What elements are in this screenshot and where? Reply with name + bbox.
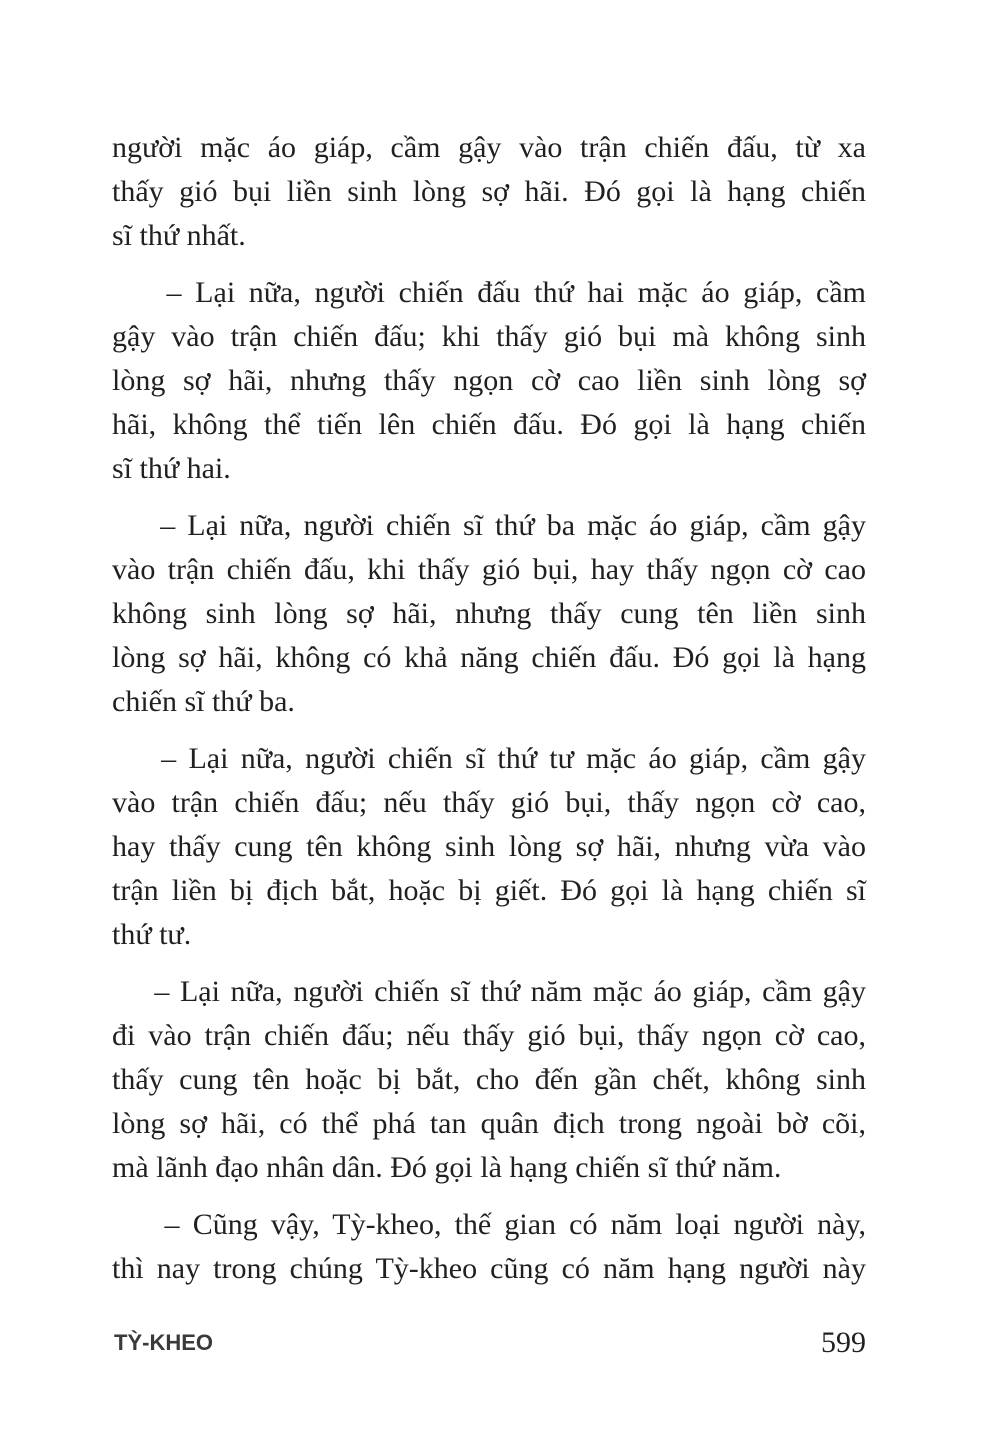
text-line: vào trận chiến đấu; nếu thấy gió bụi, thấy ngọn cờ cao, (112, 786, 866, 819)
text-line: người mặc áo giáp, cầm gậy vào trận chiến đấu, từ xa (112, 131, 866, 164)
text-line: trận liền bị địch bắt, hoặc bị giết. Đó gọi là hạng chiến sĩ (112, 874, 866, 907)
text-line: sĩ thứ hai. (112, 452, 231, 485)
text-line: thấy cung tên hoặc bị bắt, cho đến gần chết, không sinh (112, 1063, 866, 1096)
page-number: 599 (821, 1326, 866, 1359)
text-line: lòng sợ hãi, có thể phá tan quân địch trong ngoài bờ cõi, (112, 1107, 866, 1140)
body-text (112, 126, 866, 1304)
text-line: sĩ thứ nhất. (112, 219, 246, 252)
text-line: – Lại nữa, người chiến sĩ thứ ba mặc áo giáp, cầm gậy (112, 509, 866, 542)
text-line: chiến sĩ thứ ba. (112, 685, 295, 718)
paragraph (112, 737, 866, 957)
text-line: – Cũng vậy, Tỳ-kheo, thế gian có năm loại người này, (112, 1208, 866, 1241)
paragraph (112, 271, 866, 491)
text-line: lòng sợ hãi, không có khả năng chiến đấu. Đó gọi là hạng (112, 641, 866, 674)
text-line: thứ tư. (112, 918, 192, 951)
text-line: vào trận chiến đấu, khi thấy gió bụi, hay thấy ngọn cờ cao (112, 553, 866, 586)
text-line: – Lại nữa, người chiến sĩ thứ năm mặc áo giáp, cầm gậy (112, 975, 866, 1008)
text-line: thấy gió bụi liền sinh lòng sợ hãi. Đó gọi là hạng chiến (112, 175, 866, 208)
text-line: gậy vào trận chiến đấu; khi thấy gió bụi mà không sinh (112, 320, 866, 353)
text-line: hãi, không thể tiến lên chiến đấu. Đó gọi là hạng chiến (112, 408, 866, 441)
paragraph (112, 1203, 866, 1291)
text-line: lòng sợ hãi, nhưng thấy ngọn cờ cao liền sinh lòng sợ (112, 364, 866, 397)
text-line: – Lại nữa, người chiến đấu thứ hai mặc áo giáp, cầm (112, 276, 866, 309)
text-line: – Lại nữa, người chiến sĩ thứ tư mặc áo giáp, cầm gậy (112, 742, 866, 775)
running-title: TỲ-KHEO (114, 1330, 213, 1355)
paragraph (112, 970, 866, 1190)
paragraph (112, 126, 866, 258)
paragraph (112, 504, 866, 724)
text-line: không sinh lòng sợ hãi, nhưng thấy cung tên liền sinh (112, 597, 866, 630)
text-line: mà lãnh đạo nhân dân. Đó gọi là hạng chiến sĩ thứ năm. (112, 1151, 782, 1184)
text-line: thì nay trong chúng Tỳ-kheo cũng có năm hạng người này (112, 1252, 866, 1285)
text-line: hay thấy cung tên không sinh lòng sợ hãi, nhưng vừa vào (112, 830, 866, 863)
text-line: đi vào trận chiến đấu; nếu thấy gió bụi, thấy ngọn cờ cao, (112, 1019, 866, 1052)
